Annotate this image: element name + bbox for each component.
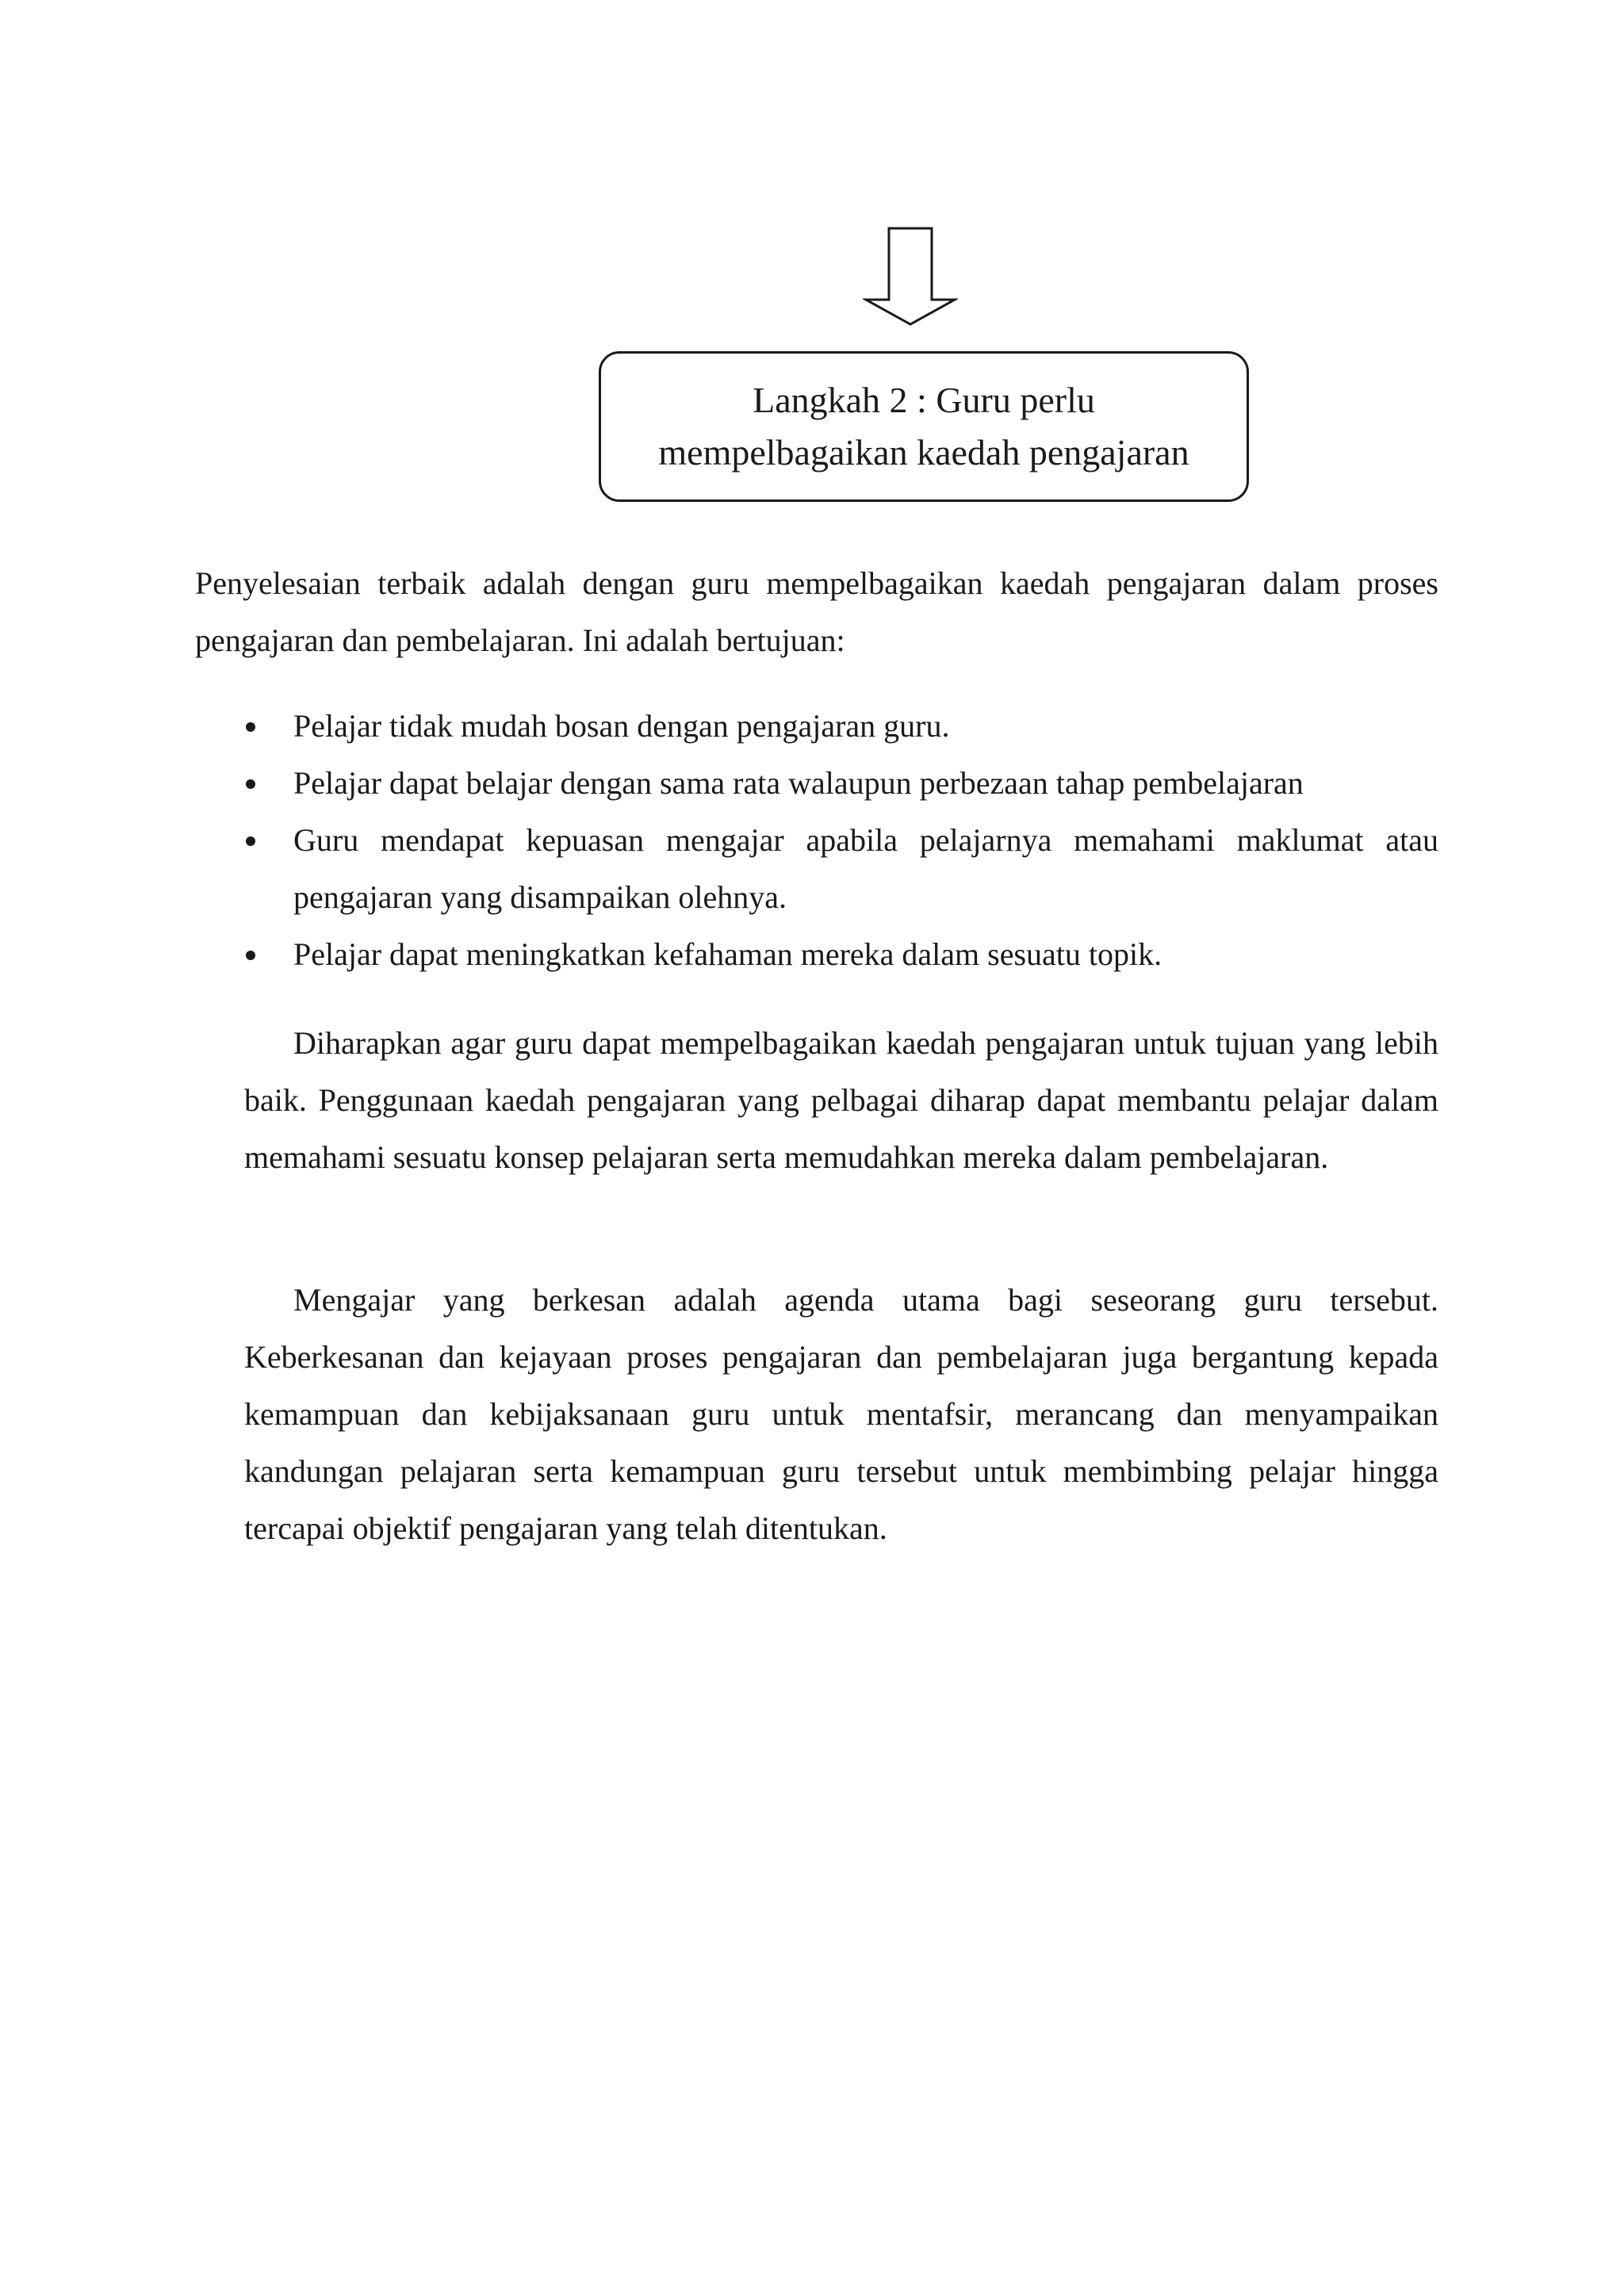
list-item-text: Pelajar dapat meningkatkan kefahaman mereka dalam sesuatu topik.	[293, 936, 1162, 972]
bullet-icon	[246, 836, 255, 846]
list-item-text: Guru mendapat kepuasan mengajar apabila pelajarnya memahami maklumat atau pengajaran yang disampaikan olehnya.	[293, 822, 1438, 915]
step-box-line-2: mempelbagaikan kaedah pengajaran	[658, 432, 1189, 473]
list-item	[195, 926, 1438, 983]
body-paragraph-3: Mengajar yang berkesan adalah agenda utama bagi seseorang guru tersebut. Keberkesanan dan kejayaan proses pengajaran dan pembelajaran juga bergantung kepada kemampuan dan kebijaksanaan guru untuk mentafsir, merancang dan menyampaikan kandungan pelajaran serta kemampuan guru tersebut untuk membimbing pelajar hingga tercapai objektif pengajaran yang telah ditentukan.	[244, 1282, 1438, 1546]
purpose-list	[195, 698, 1438, 983]
body-paragraph-2: Diharapkan agar guru dapat mempelbagaikan kaedah pengajaran untuk tujuan yang lebih baik. Penggunaan kaedah pengajaran yang pelbagai diharap dapat membantu pelajar dalam memahami sesuatu konsep pelajaran serta memudahkan mereka dalam pembelajaran.	[244, 1025, 1438, 1175]
down-arrow-icon	[863, 227, 958, 327]
bullet-icon	[246, 951, 255, 960]
list-item	[195, 755, 1438, 812]
list-item	[195, 812, 1438, 926]
list-item	[195, 698, 1438, 755]
bullet-icon	[246, 779, 255, 789]
list-item-text: Pelajar dapat belajar dengan sama rata walaupun perbezaan tahap pembelajaran	[293, 765, 1304, 801]
step-2-box	[599, 351, 1249, 502]
step-box-line-1: Langkah 2 : Guru perlu	[753, 380, 1095, 420]
intro-paragraph: Penyelesaian terbaik adalah dengan guru mempelbagaikan kaedah pengajaran dalam proses pengajaran dan pembelajaran. Ini adalah bertujuan:	[195, 565, 1438, 658]
list-item-text: Pelajar tidak mudah bosan dengan pengajaran guru.	[293, 708, 950, 744]
bullet-icon	[246, 722, 255, 732]
